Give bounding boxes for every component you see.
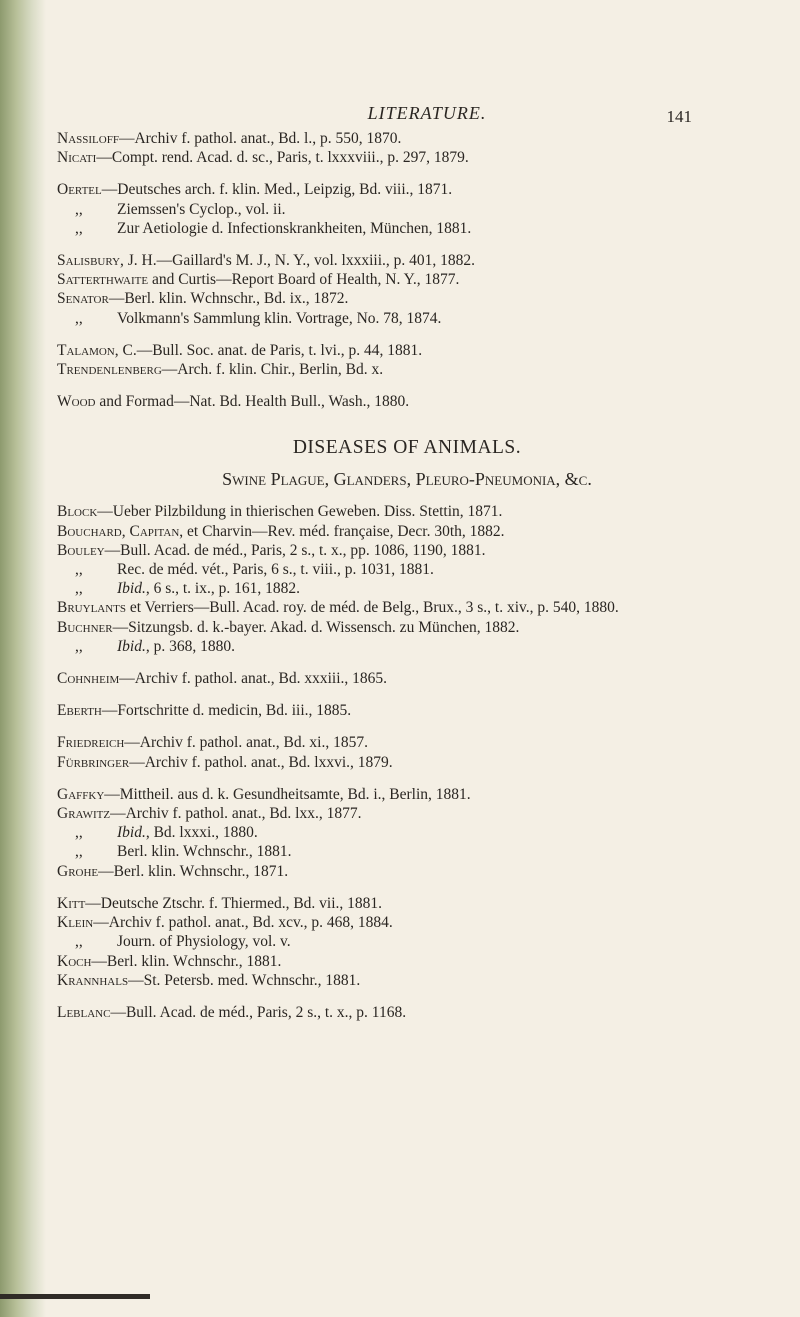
reference-text: , Bd. lxxxi., 1880. — [145, 824, 258, 842]
reference-text: , p. 368, 1880. — [145, 637, 235, 655]
reference-group — [57, 733, 797, 771]
reference-entry — [57, 289, 797, 308]
reference-text: and Curtis—Report Board of Health, N. Y., 1877. — [148, 271, 460, 289]
reference-author: Satterthwaite — [57, 271, 149, 289]
reference-text: —Archiv f. pathol. anat., Bd. lxx., 1877. — [110, 805, 362, 823]
reference-group — [57, 129, 797, 167]
section-title: DISEASES OF ANIMALS. — [292, 437, 522, 459]
ibid-marker: Ibid. — [117, 580, 146, 598]
ibid-marker: Ibid. — [117, 637, 146, 655]
reference-entry — [57, 669, 797, 688]
reference-text: Zur Aetiologie d. Infectionskrankheiten, München, 1881. — [117, 219, 472, 237]
reference-author: Bruylants — [57, 599, 127, 617]
reference-entry — [57, 392, 797, 411]
reference-author: Oertel — [57, 181, 102, 199]
reference-group — [57, 502, 797, 656]
reference-entry — [57, 522, 797, 541]
reference-author: Fürbringer — [57, 753, 130, 771]
reference-entry — [57, 129, 797, 148]
reference-text: —Mittheil. aus d. k. Gesundheitsamte, Bd. i., Berlin, 1881. — [104, 785, 471, 803]
reference-entry — [57, 1003, 797, 1022]
reference-text: —Ueber Pilzbildung in thierischen Geweben. Diss. Stettin, 1871. — [97, 503, 503, 521]
reference-text: —Berl. klin. Wchnschr., 1881. — [91, 952, 282, 970]
reference-group — [57, 669, 797, 688]
reference-entry — [57, 637, 797, 656]
reference-text: and Formad—Nat. Bd. Health Bull., Wash., 1880. — [95, 393, 410, 411]
reference-author: Krannhals — [57, 971, 129, 989]
reference-text: —Bull. Acad. de méd., Paris, 2 s., t. x., pp. 1086, 1190, 1881. — [104, 541, 486, 559]
ditto-mark: ,, — [75, 309, 83, 327]
reference-text: —Archiv f. pathol. anat., Bd. l., p. 550, 1870. — [118, 130, 402, 147]
reference-author: Wood — [57, 393, 96, 411]
reference-text: —Archiv f. pathol. anat., Bd. xi., 1857. — [124, 734, 368, 752]
reference-author: Talamon, C. — [57, 341, 137, 359]
reference-entry — [57, 200, 797, 219]
reference-entry — [57, 560, 797, 579]
reference-entry — [57, 219, 797, 238]
reference-author: Leblanc — [57, 1003, 111, 1021]
reference-text: —Archiv f. pathol. anat., Bd. xxxiii., 1865. — [119, 670, 388, 688]
reference-text: —Gaillard's M. J., N. Y., vol. lxxxiii., p. 401, 1882. — [156, 252, 476, 270]
reference-author: Grawitz — [57, 805, 111, 823]
reference-entry — [57, 753, 797, 772]
ditto-mark: ,, — [75, 637, 83, 655]
reference-group — [57, 180, 797, 238]
ditto-mark: ,, — [75, 580, 83, 598]
reference-entry — [57, 701, 797, 720]
reference-entry — [57, 823, 797, 842]
reference-entry — [57, 913, 797, 932]
reference-text: —Berl. klin. Wchnschr., 1871. — [98, 862, 289, 880]
reference-text: —Deutsches arch. f. klin. Med., Leipzig, Bd. viii., 1871. — [101, 181, 453, 199]
reference-entry — [57, 733, 797, 752]
reference-text: —Fortschritte d. medicin, Bd. iii., 1885. — [101, 702, 352, 720]
reference-text: Ziemssen's Cyclop., vol. ii. — [117, 200, 286, 218]
reference-text: —Deutsche Ztschr. f. Thiermed., Bd. vii., 1881. — [85, 894, 383, 912]
reference-text: Volkmann's Sammlung klin. Vortrage, No. 78, 1874. — [117, 309, 442, 327]
reference-author: Nicati — [57, 149, 97, 167]
reference-author: Senator — [57, 290, 109, 308]
reference-author: Friedreich — [57, 734, 125, 752]
reference-author: Block — [57, 503, 98, 521]
reference-author: Gaffky — [57, 785, 105, 803]
reference-group — [57, 701, 797, 720]
reference-entry — [57, 360, 797, 379]
reference-author: Cohnheim — [57, 670, 120, 688]
reference-entry — [57, 180, 797, 199]
reference-text: —St. Petersb. med. Wchnschr., 1881. — [128, 971, 361, 989]
reference-text: , 6 s., t. ix., p. 161, 1882. — [145, 580, 300, 598]
reference-text: —Archiv f. pathol. anat., Bd. lxxvi., 1879. — [129, 753, 393, 771]
reference-group — [57, 251, 797, 328]
reference-author: Kitt — [57, 894, 86, 912]
reference-entry — [57, 894, 797, 913]
reference-author: Nassiloff — [57, 130, 119, 147]
reference-author: Koch — [57, 952, 92, 970]
page — [57, 95, 797, 1035]
reference-text: —Bull. Soc. anat. de Paris, t. lvi., p. 44, 1881. — [136, 341, 423, 359]
reference-text: —Archiv f. pathol. anat., Bd. xcv., p. 468, 1884. — [93, 914, 393, 932]
reference-author: Eberth — [57, 702, 102, 720]
page-edge-shadow — [0, 0, 46, 1317]
reference-author: Salisbury, J. H. — [57, 252, 157, 270]
reference-entry — [57, 862, 797, 881]
reference-entry — [57, 251, 797, 270]
reference-group — [57, 894, 797, 990]
reference-text: —Arch. f. klin. Chir., Berlin, Bd. x. — [161, 361, 384, 379]
reference-group — [57, 785, 797, 881]
reference-entry — [57, 618, 797, 637]
reference-list-bottom — [57, 502, 797, 1022]
reference-text: Berl. klin. Wchnschr., 1881. — [117, 843, 292, 861]
reference-entry — [57, 785, 797, 804]
reference-entry — [57, 502, 797, 521]
reference-author: Buchner — [57, 618, 113, 636]
binding-edge-mark — [0, 1294, 150, 1299]
reference-author: Bouley — [57, 541, 105, 559]
reference-author: Bouchard, Capitan, — [57, 522, 184, 540]
reference-text: Rec. de méd. vét., Paris, 6 s., t. viii., p. 1031, 1881. — [117, 561, 434, 579]
ditto-mark: ,, — [75, 561, 83, 579]
page-header — [57, 95, 797, 129]
reference-author: Klein — [57, 914, 94, 932]
reference-group — [57, 1003, 797, 1022]
ditto-mark: ,, — [75, 219, 83, 237]
reference-entry — [57, 148, 797, 167]
reference-entry — [57, 971, 797, 990]
reference-entry — [57, 309, 797, 328]
reference-entry — [57, 341, 797, 360]
ditto-mark: ,, — [75, 843, 83, 861]
page-number: 141 — [666, 107, 692, 126]
reference-entry — [57, 598, 797, 617]
reference-list-top — [57, 129, 797, 411]
reference-entry — [57, 932, 797, 951]
reference-group — [57, 341, 797, 379]
running-head: LITERATURE. — [367, 103, 487, 123]
reference-text: —Berl. klin. Wchnschr., Bd. ix., 1872. — [108, 290, 349, 308]
reference-text: et Verriers—Bull. Acad. roy. de méd. de Belg., Brux., 3 s., t. xiv., p. 540, 1880. — [126, 599, 619, 617]
reference-group — [57, 392, 797, 411]
ditto-mark: ,, — [75, 200, 83, 218]
reference-entry — [57, 541, 797, 560]
reference-author: Grohe — [57, 862, 99, 880]
ibid-marker: Ibid. — [117, 824, 146, 842]
reference-text: Journ. of Physiology, vol. v. — [117, 933, 291, 951]
reference-author: Trendenlenberg — [57, 361, 162, 379]
reference-entry — [57, 952, 797, 971]
ditto-mark: ,, — [75, 824, 83, 842]
reference-text: —Compt. rend. Acad. d. sc., Paris, t. lxxxviii., p. 297, 1879. — [96, 149, 469, 167]
ditto-mark: ,, — [75, 933, 83, 951]
subsection-title: Swine Plague, Glanders, Pleuro-Pneumonia, &c. — [222, 469, 592, 490]
reference-entry — [57, 842, 797, 861]
reference-text: —Sitzungsb. d. k.-bayer. Akad. d. Wissensch. zu München, 1882. — [112, 618, 520, 636]
reference-text: —Bull. Acad. de méd., Paris, 2 s., t. x., p. 1168. — [110, 1003, 407, 1021]
reference-entry — [57, 579, 797, 598]
reference-entry — [57, 804, 797, 823]
reference-entry — [57, 270, 797, 289]
reference-text: et Charvin—Rev. méd. française, Decr. 30th, 1882. — [183, 522, 505, 540]
